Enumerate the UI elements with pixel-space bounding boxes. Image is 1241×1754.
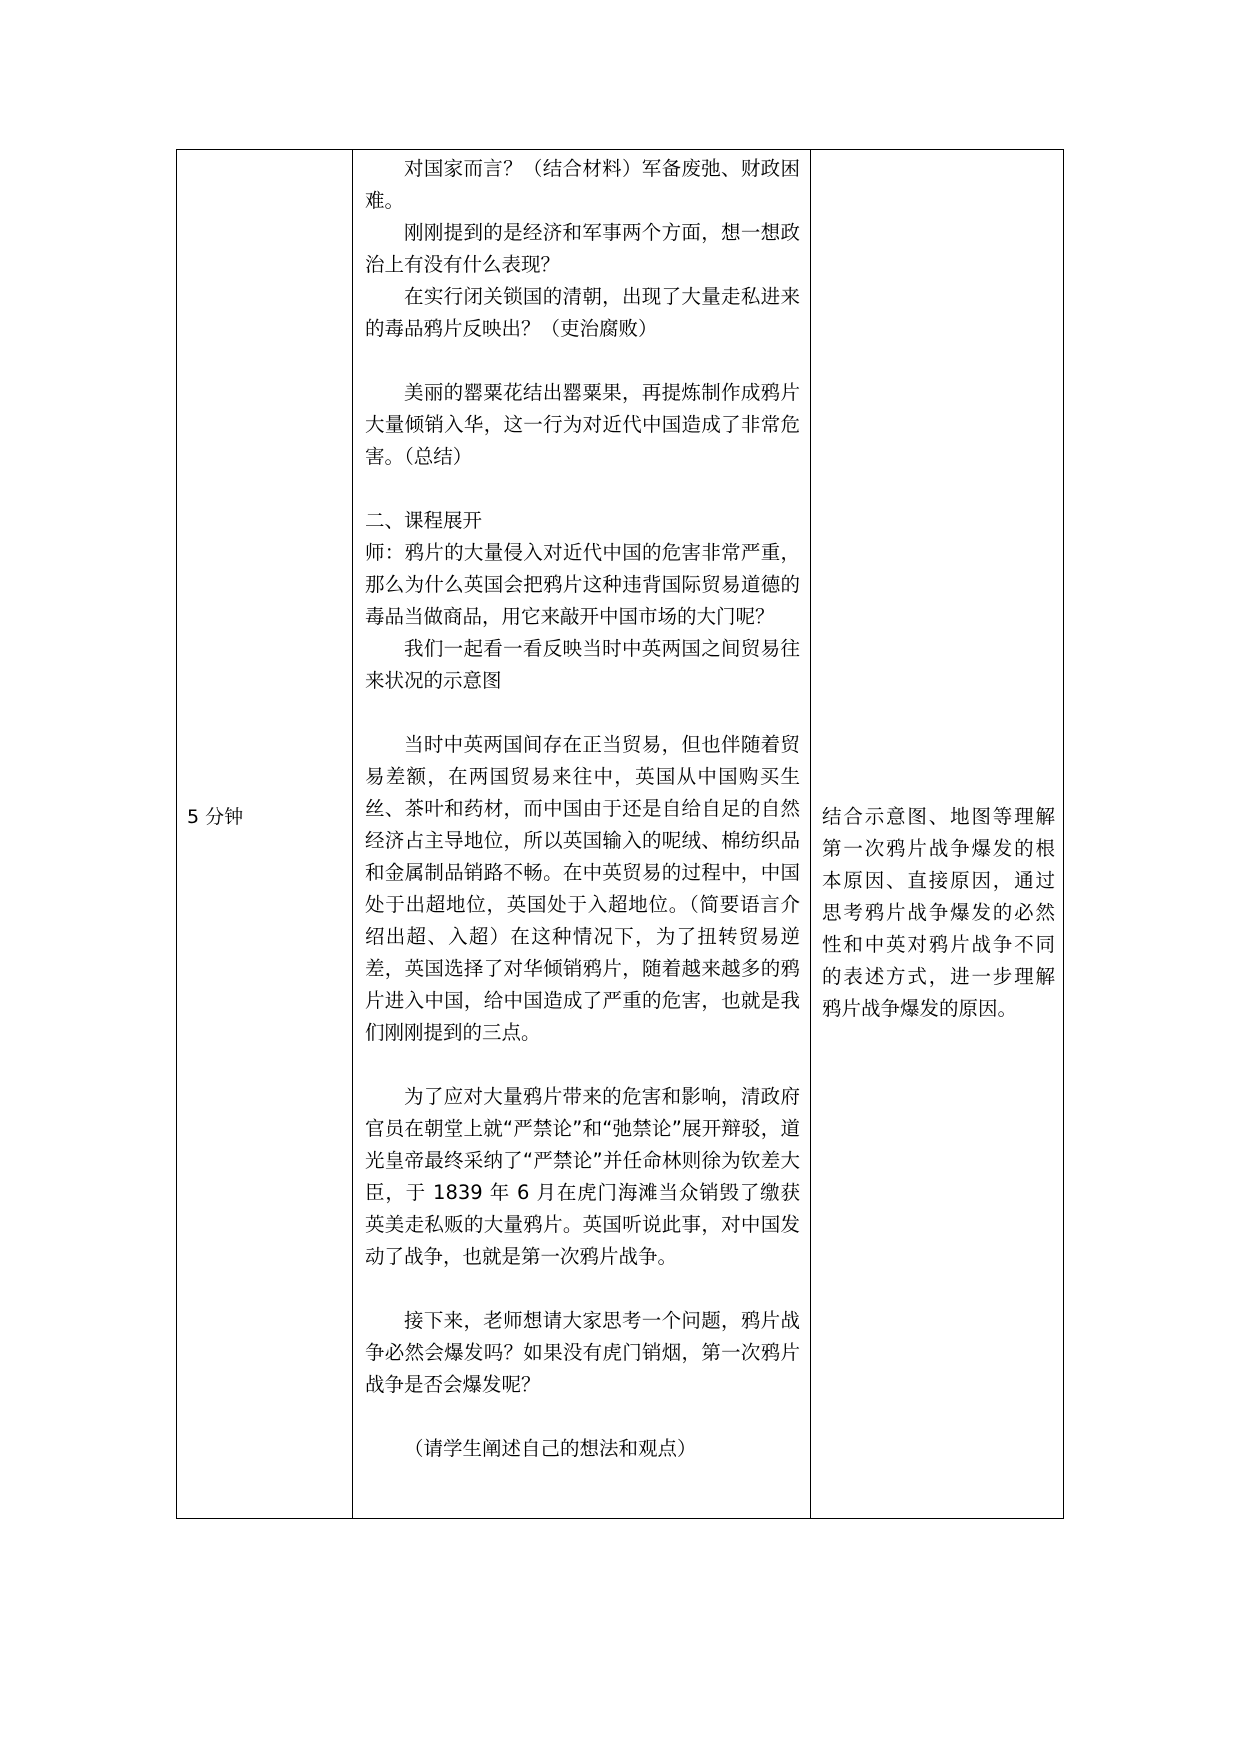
lesson-plan-table (176, 149, 1064, 1519)
teaching-content-column (353, 150, 811, 1518)
content-paragraph: 刚刚提到的是经济和军事两个方面，想一想政治上有没有什么表现？ (365, 221, 800, 276)
time-column (177, 150, 353, 1518)
content-paragraph: 对国家而言？（结合材料）军备废弛、财政困难。 (365, 157, 800, 212)
content-paragraph: 师：鸦片的大量侵入对近代中国的危害非常严重，那么为什么英国会把鸦片这种违背国际贸易道德的毒品当做商品，用它来敲开中国市场的大门呢？ (365, 541, 800, 628)
content-paragraph: （请学生阐述自己的想法和观点） (404, 1437, 697, 1460)
section-heading: 二、课程展开 (365, 509, 483, 532)
content-paragraph: 为了应对大量鸦片带来的危害和影响，清政府官员在朝堂上就“严禁论”和“弛禁论”展开辩驳，道光皇帝最终采纳了“严禁论”并任命林则徐为钦差大臣，于 1839 年 6 月在虎门海滩当众销毁了缴获英美走私贩的大量鸦片。英国听说此事，对中国发动了战争，也就是第一次鸦片战争。 (365, 1085, 800, 1268)
design-intent-text: 结合示意图、地图等理解第一次鸦片战争爆发的根本原因、直接原因，通过思考鸦片战争爆发的必然性和中英对鸦片战争不同的表述方式，进一步理解鸦片战争爆发的原因。 (822, 805, 1055, 1020)
design-intent-column (811, 150, 1063, 1518)
content-paragraph: 当时中英两国间存在正当贸易，但也伴随着贸易差额，在两国贸易来往中，英国从中国购买生丝、茶叶和药材，而中国由于还是自给自足的自然经济占主导地位，所以英国输入的呢绒、棉纺织品和金属制品销路不畅。在中英贸易的过程中，中国处于出超地位，英国处于入超地位。（简要语言介绍出超、入超）在这种情况下，为了扭转贸易逆差，英国选择了对华倾销鸦片，随着越来越多的鸦片进入中国，给中国造成了严重的危害，也就是我们刚刚提到的三点。 (365, 733, 800, 1044)
content-paragraph: 接下来，老师想请大家思考一个问题，鸦片战争必然会爆发吗？如果没有虎门销烟，第一次鸦片战争是否会爆发呢？ (365, 1309, 800, 1396)
content-paragraph: 在实行闭关锁国的清朝，出现了大量走私进来的毒品鸦片反映出？（吏治腐败） (365, 285, 800, 340)
time-label: 5 分钟 (187, 806, 244, 828)
content-paragraph: 我们一起看一看反映当时中英两国之间贸易往来状况的示意图 (365, 637, 800, 692)
content-paragraph: 美丽的罂粟花结出罂粟果，再提炼制作成鸦片大量倾销入华，这一行为对近代中国造成了非常危害。（总结） (365, 381, 800, 468)
